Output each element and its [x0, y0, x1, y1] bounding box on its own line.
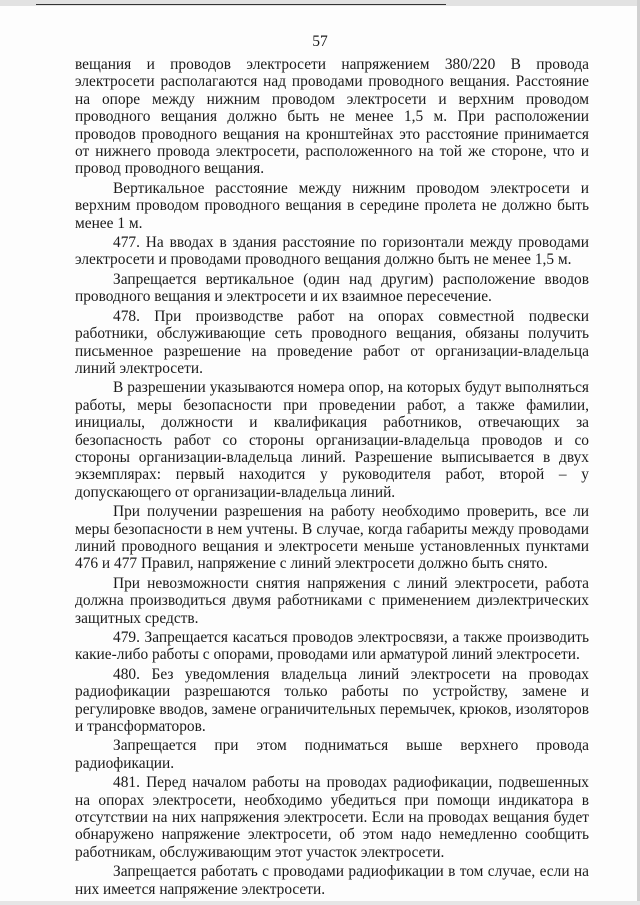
paragraph: 478. При производстве работ на опорах совместной подвески работники, обслуживающие сеть проводного вещания, обязаны получить письменное разрешение на проведение работ от организации-владельца линий электросети. — [75, 307, 589, 377]
top-rule-line — [36, 4, 446, 5]
paragraph: В разрешении указываются номера опор, на которых будут выполняться работы, меры безопасности при проведении работ, а также фамилии, инициалы, должности и квалификация работников, отвечающих за безопасность работ со стороны организации-владельца проводов и со стороны организации-владельца линий. Разрешение выписывается в двух экземплярах: первый находится у руководителя работ, второй – у допускающего от организации-владельца линий. — [75, 379, 589, 501]
paragraph: 480. Без уведомления владельца линий электросети на проводах радиофикации разрешаются только работы по устройству, замене и регулировке вводов, замене ограничительных перемычек, крюков, изоляторов и трансформаторов. — [75, 665, 589, 736]
paragraph: вещания и проводов электросети напряжением 380/220 В провода электросети располагаются над проводами проводного вещания. Расстояние на опоре между нижним проводом электросети и верхним проводом проводного вещания должно быть не менее 1,5 м. При расположении проводов проводного вещания на кронштейнах это расстояние принимается от нижнего провода электросети, расположенного на той же стороне, что и провод проводного вещания. — [75, 56, 589, 178]
paragraph: При получении разрешения на работу необходимо проверить, все ли меры безопасности в нем учтены. В случае, когда габариты между проводами линий проводного вещания и электросети меньше установленных пунктами 476 и 477 Правил, напряжение с линий электросети должно быть снято. — [75, 503, 589, 573]
paragraph: Запрещается при этом подниматься выше верхнего провода радиофикации. — [75, 737, 589, 772]
paragraph: 481. Перед началом работы на проводах радиофикации, подвешенных на опорах электросети, необходимо убедиться при помощи индикатора в отсутствии на них напряжения электросети. Если на проводах вещания будет обнаружено напряжение электросети, об этом надо немедленно сообщить работникам, обслуживающим этот участок электросети. — [75, 774, 589, 861]
paragraph: Вертикальное расстояние между нижним проводом электросети и верхним проводом проводного вещания в середине пролета не должно быть менее 1 м. — [75, 179, 589, 232]
page-top-edge — [0, 0, 640, 6]
paragraph: 477. На вводах в здания расстояние по горизонтали между проводами электросети и проводами проводного вещания должно быть не менее 1,5 м. — [75, 234, 589, 269]
document-body — [75, 56, 589, 900]
page-bottom-edge — [0, 901, 640, 905]
paragraph: При невозможности снятия напряжения с линий электросети, работа должна производиться двумя работниками с применением диэлектрических защитных средств. — [75, 574, 589, 627]
paragraph: Запрещается вертикальное (один над другим) расположение вводов проводного вещания и электросети и их взаимное пересечение. — [75, 270, 589, 306]
page-number: 57 — [312, 33, 328, 50]
paragraph: Запрещается работать с проводами радиофикации в том случае, если на них имеется напряжение электросети. — [75, 863, 589, 898]
paragraph: 479. Запрещается касаться проводов электросвязи, а также производить какие-либо работы с опорами, проводами или арматурой линий электросети. — [75, 629, 589, 664]
